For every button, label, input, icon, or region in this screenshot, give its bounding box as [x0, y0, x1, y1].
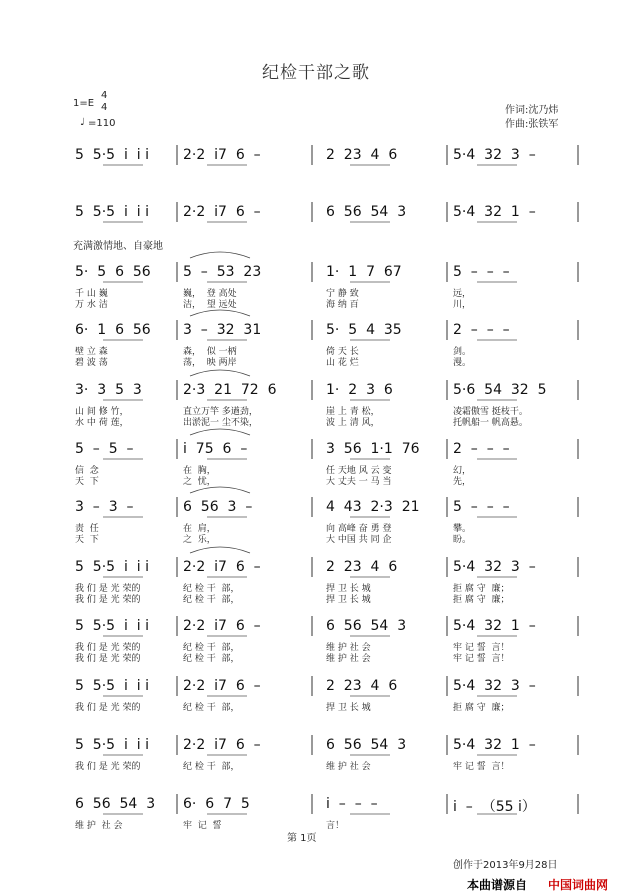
measure: 5·4 32 1 – [453, 618, 536, 634]
lyric-segment: 纪 检 干 部， [183, 643, 240, 653]
lyric-segment: 我 们 是 光 荣的 [75, 703, 141, 713]
lyric-segment: 向 高峰 奋 勇 登 [326, 524, 392, 534]
lyric-segment: 捍 卫 长 城 [326, 703, 371, 713]
measure: 2 23 4 6 [326, 559, 398, 575]
lyric-segment: 之 乐， [183, 535, 216, 545]
lyricist-credit: 作词:沈乃炜 [505, 105, 559, 116]
lyric-segment: 拒 腐 守 廉； [453, 584, 510, 594]
lyric-segment: 任 天地 风 云 变 [326, 466, 392, 476]
time-signature-top: 4 [101, 90, 108, 101]
measure: 6· 1 6 56 [75, 322, 151, 338]
measure: 2·2 i7 6 – [183, 204, 261, 220]
measure: 5 5·5 i i i [75, 559, 149, 575]
lyric-segment: 纪 检 干 部， [183, 654, 240, 664]
measure: 2·2 i7 6 – [183, 618, 261, 634]
measure: 2·2 i7 6 – [183, 559, 261, 575]
lyric-segment: 维 护 社 会 [326, 762, 371, 772]
key-signature: 1=E [73, 98, 95, 109]
lyric-segment: 纪 检 干 部， [183, 584, 240, 594]
lyric-segment: 幻， [453, 466, 472, 476]
lyric-segment: 纪 检 干 部， [183, 703, 240, 713]
measure: 4 43 2·3 21 [326, 499, 420, 515]
lyric-segment: 责 任 [75, 524, 99, 534]
measure: 5·4 32 1 – [453, 204, 536, 220]
measure: 5 5·5 i i i [75, 147, 149, 163]
lyric-segment: 信 念 [75, 466, 99, 476]
lyric-segment: 直立万竿 多遒劲， [183, 407, 258, 417]
lyric-segment: 牢 记 誓 言！ [453, 654, 510, 664]
slur [190, 429, 250, 435]
measure: 6 56 3 – [183, 499, 253, 515]
measure: 5· 5 4 35 [326, 322, 402, 338]
measure: 5 5·5 i i i [75, 204, 149, 220]
lyric-segment: 我 们 是 光 荣的 [75, 595, 141, 605]
lyric-segment: 巍， 登 高处 [183, 289, 237, 299]
expression-mark: 充满激情地、自豪地 [73, 241, 163, 252]
composer-credit: 作曲:张铁军 [505, 119, 559, 130]
lyric-segment: 攀。 [453, 524, 472, 534]
lyric-segment: 碧 波 荡 [75, 358, 108, 368]
lyric-segment: 远， [453, 289, 472, 299]
measure: 6 56 54 3 [326, 618, 407, 634]
slur [190, 370, 250, 376]
lyric-segment: 水 中 荷 莲， [75, 418, 129, 428]
lyric-segment: 先， [453, 477, 472, 487]
lyric-segment: 洁， 望 远处 [183, 300, 237, 310]
lyric-segment: 牢 记 誓 言！ [453, 762, 510, 772]
lyric-segment: 出淤泥一 尘不染， [183, 418, 258, 428]
lyric-segment: 我 们 是 光 荣的 [75, 654, 141, 664]
lyric-segment: 万 水 洁 [75, 300, 108, 310]
measure: 5 5·5 i i i [75, 678, 149, 694]
lyric-segment: 山 花 烂 [326, 358, 359, 368]
measure: 3 56 1·1 76 [326, 441, 420, 457]
time-signature-bottom: 4 [101, 102, 108, 113]
slur [190, 547, 250, 553]
lyric-segment: 托帆船一 帆高悬。 [453, 418, 528, 428]
song-title: 纪检干部之歌 [262, 63, 370, 83]
creation-date: 创作于2013年9月28日 [453, 860, 558, 871]
lyric-segment: 剑。 [453, 347, 472, 357]
measure: 3 – 32 31 [183, 322, 262, 338]
measure: i – （55 i） [453, 799, 536, 815]
lyric-segment: 在 肩， [183, 524, 216, 534]
measure: 5 5·5 i i i [75, 618, 149, 634]
lyric-segment: 拒 腐 守 廉； [453, 703, 510, 713]
measure: i 75 6 – [183, 441, 248, 457]
lyric-segment: 牢 记 誓 [183, 821, 222, 831]
measure: 2·3 21 72 6 [183, 382, 277, 398]
measure: 6· 6 7 5 [183, 796, 250, 812]
lyric-segment: 纪 检 干 部， [183, 595, 240, 605]
lyric-segment: 山 间 修 竹， [75, 407, 129, 417]
slur [190, 310, 250, 316]
measure: 3 – 3 – [75, 499, 134, 515]
lyric-segment: 海 纳 百 [326, 300, 359, 310]
site-name[interactable]: 中国词曲网 [548, 878, 609, 892]
measure: 5·4 32 3 – [453, 559, 536, 575]
measure: 3· 3 5 3 [75, 382, 142, 398]
measure: 2 – – – [453, 441, 510, 457]
lyric-segment: 森， 似 一柄 [183, 347, 237, 357]
lyric-segment: 倚 天 长 [326, 347, 359, 357]
measure: 5· 5 6 56 [75, 264, 151, 280]
lyric-segment: 漫。 [453, 358, 472, 368]
quarter-note-icon: ♩ [80, 117, 85, 128]
lyric-segment: 捍 卫 长 城 [326, 595, 371, 605]
measure: 5·4 32 3 – [453, 678, 536, 694]
source-label: 本曲谱源自 [467, 878, 528, 892]
measure: 2·2 i7 6 – [183, 678, 261, 694]
slur [190, 487, 250, 493]
measure: 1· 2 3 6 [326, 382, 393, 398]
measure: 6 56 54 3 [326, 737, 407, 753]
lyric-segment: 凌霜傲雪 挺枝干。 [453, 407, 528, 417]
lyric-segment: 波 上 清 风， [326, 418, 380, 428]
measure: 5·4 32 1 – [453, 737, 536, 753]
measure: 5·4 32 3 – [453, 147, 536, 163]
lyric-segment: 荡， 映 两岸 [183, 358, 237, 368]
lyric-segment: 捍 卫 长 城 [326, 584, 371, 594]
page-number: 第 1页 [287, 833, 317, 844]
measure: 2 23 4 6 [326, 678, 398, 694]
measure: 2 23 4 6 [326, 147, 398, 163]
lyric-segment: 宁 静 致 [326, 289, 359, 299]
measure: 1· 1 7 67 [326, 264, 402, 280]
lyric-segment: 盼。 [453, 535, 472, 545]
lyric-segment: 之 忧， [183, 477, 216, 487]
measure: 5 – – – [453, 264, 510, 280]
lyric-segment: 大 丈夫 一 马 当 [326, 477, 392, 487]
lyric-segment: 我 们 是 光 荣的 [75, 643, 141, 653]
lyric-segment: 壁 立 森 [75, 347, 108, 357]
lyric-segment: 我 们 是 光 荣的 [75, 584, 141, 594]
lyric-segment: 我 们 是 光 荣的 [75, 762, 141, 772]
measure: 5 5·5 i i i [75, 737, 149, 753]
lyric-segment: 川， [453, 300, 472, 310]
measure: i – – – [326, 796, 378, 812]
lyric-segment: 千 山 巍 [75, 289, 108, 299]
lyric-segment: 维 护 社 会 [75, 821, 123, 831]
lyric-segment: 维 护 社 会 [326, 654, 371, 664]
lyric-segment: 拒 腐 守 廉； [453, 595, 510, 605]
lyric-segment: 在 胸， [183, 466, 216, 476]
measure: 5 – 5 – [75, 441, 134, 457]
slur [190, 252, 250, 258]
lyric-segment: 大 中国 共 同 企 [326, 535, 392, 545]
lyric-segment: 维 护 社 会 [326, 643, 371, 653]
measure: 2·2 i7 6 – [183, 147, 261, 163]
measure: 2 – – – [453, 322, 510, 338]
tempo-marking: =110 [88, 118, 116, 129]
measure: 2·2 i7 6 – [183, 737, 261, 753]
measure: 5 – – – [453, 499, 510, 515]
measure: 6 56 54 3 [75, 796, 156, 812]
lyric-segment: 纪 检 干 部， [183, 762, 240, 772]
measure: 5·6 54 32 5 [453, 382, 547, 398]
measure: 6 56 54 3 [326, 204, 407, 220]
lyric-segment: 言！ [326, 821, 345, 831]
lyric-segment: 牢 记 誓 言！ [453, 643, 510, 653]
lyric-segment: 崖 上 青 松， [326, 407, 380, 417]
lyric-segment: 天 下 [75, 535, 99, 545]
lyric-segment: 天 下 [75, 477, 99, 487]
measure: 5 – 53 23 [183, 264, 262, 280]
